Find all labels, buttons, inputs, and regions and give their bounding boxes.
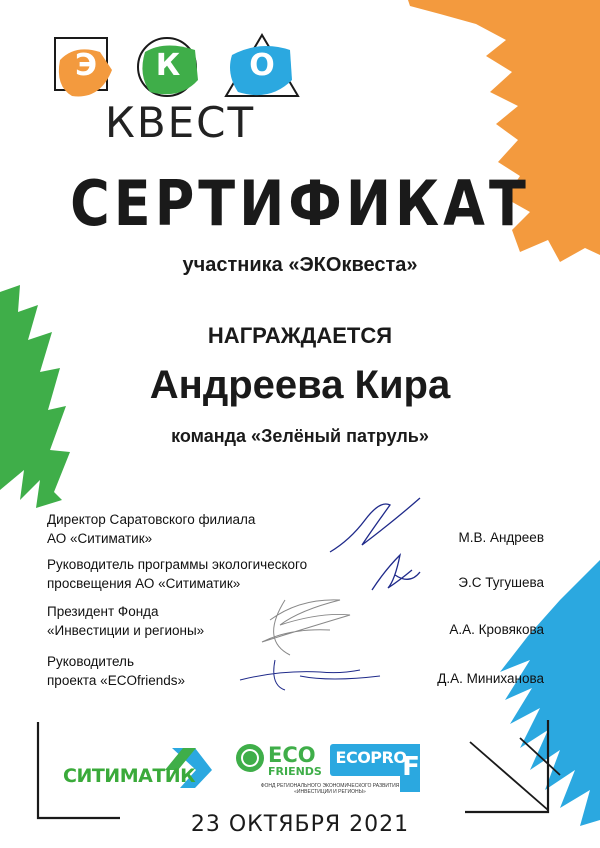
sitimatik-logo-text: СИТИМАТИК — [63, 765, 196, 787]
logo-letter-k: К — [155, 48, 181, 83]
signatory-name: М.В. Андреев — [458, 530, 544, 545]
team-name: команда «Зелёный патруль» — [171, 426, 429, 446]
signatory-name: Д.А. Миниханова — [437, 671, 544, 686]
logo-letter-o: О — [249, 48, 275, 83]
certificate-subtitle: участника «ЭКОквеста» — [182, 254, 418, 276]
signatory-role-line: просвещения АО «Ситиматик» — [47, 576, 241, 591]
signatory-role-line: Руководитель программы экологического — [47, 557, 308, 572]
signatory-role-line: Директор Саратовского филиала — [47, 512, 256, 527]
ecofriends-logo-circle — [236, 744, 264, 772]
certificate-title: СЕРТИФИКАТ — [70, 167, 530, 240]
ecopro-logo-f: F — [402, 752, 420, 782]
blue-brush-stroke — [500, 560, 600, 826]
signatory-role — [47, 602, 204, 640]
signature-4 — [240, 660, 380, 690]
signatory-role-line: Президент Фонда — [47, 604, 159, 619]
fund-caption-line: «ИНВЕСТИЦИИ И РЕГИОНЫ» — [294, 789, 366, 795]
logo-letter-e: Э — [74, 48, 98, 83]
ecopro-logo-text: ECOPRO — [335, 748, 407, 767]
signature-1 — [330, 498, 420, 552]
logo-kvest: КВЕСТ — [105, 98, 256, 147]
signatory-role-line: АО «Ситиматик» — [47, 531, 153, 546]
certificate-date: 23 ОКТЯБРЯ 2021 — [190, 812, 410, 837]
signatory-role-line: «Инвестиции и регионы» — [47, 623, 205, 638]
fund-caption — [240, 783, 420, 795]
ecofriends-logo-eco: ECO — [268, 743, 316, 767]
signatory-name: Э.С Тугушева — [458, 575, 544, 590]
ecofriends-logo-friends: FRIENDS — [268, 765, 322, 778]
signatory-role-line: проекта «ECOfriends» — [47, 673, 185, 688]
signatory-role — [47, 510, 255, 548]
signature-2 — [372, 555, 420, 590]
signature-3 — [262, 600, 350, 655]
signatory-role — [47, 652, 185, 690]
award-label: НАГРАЖДАЕТСЯ — [207, 323, 393, 348]
signatory-role — [47, 555, 307, 593]
recipient-name: Андреева Кира — [149, 363, 451, 407]
signatory-name: А.А. Кровякова — [449, 622, 544, 637]
fund-caption-line: ФОНД РЕГИОНАЛЬНОГО ЭКОНОМИЧЕСКОГО РАЗВИТИЯ — [260, 783, 400, 789]
signatory-role-line: Руководитель — [47, 654, 134, 669]
